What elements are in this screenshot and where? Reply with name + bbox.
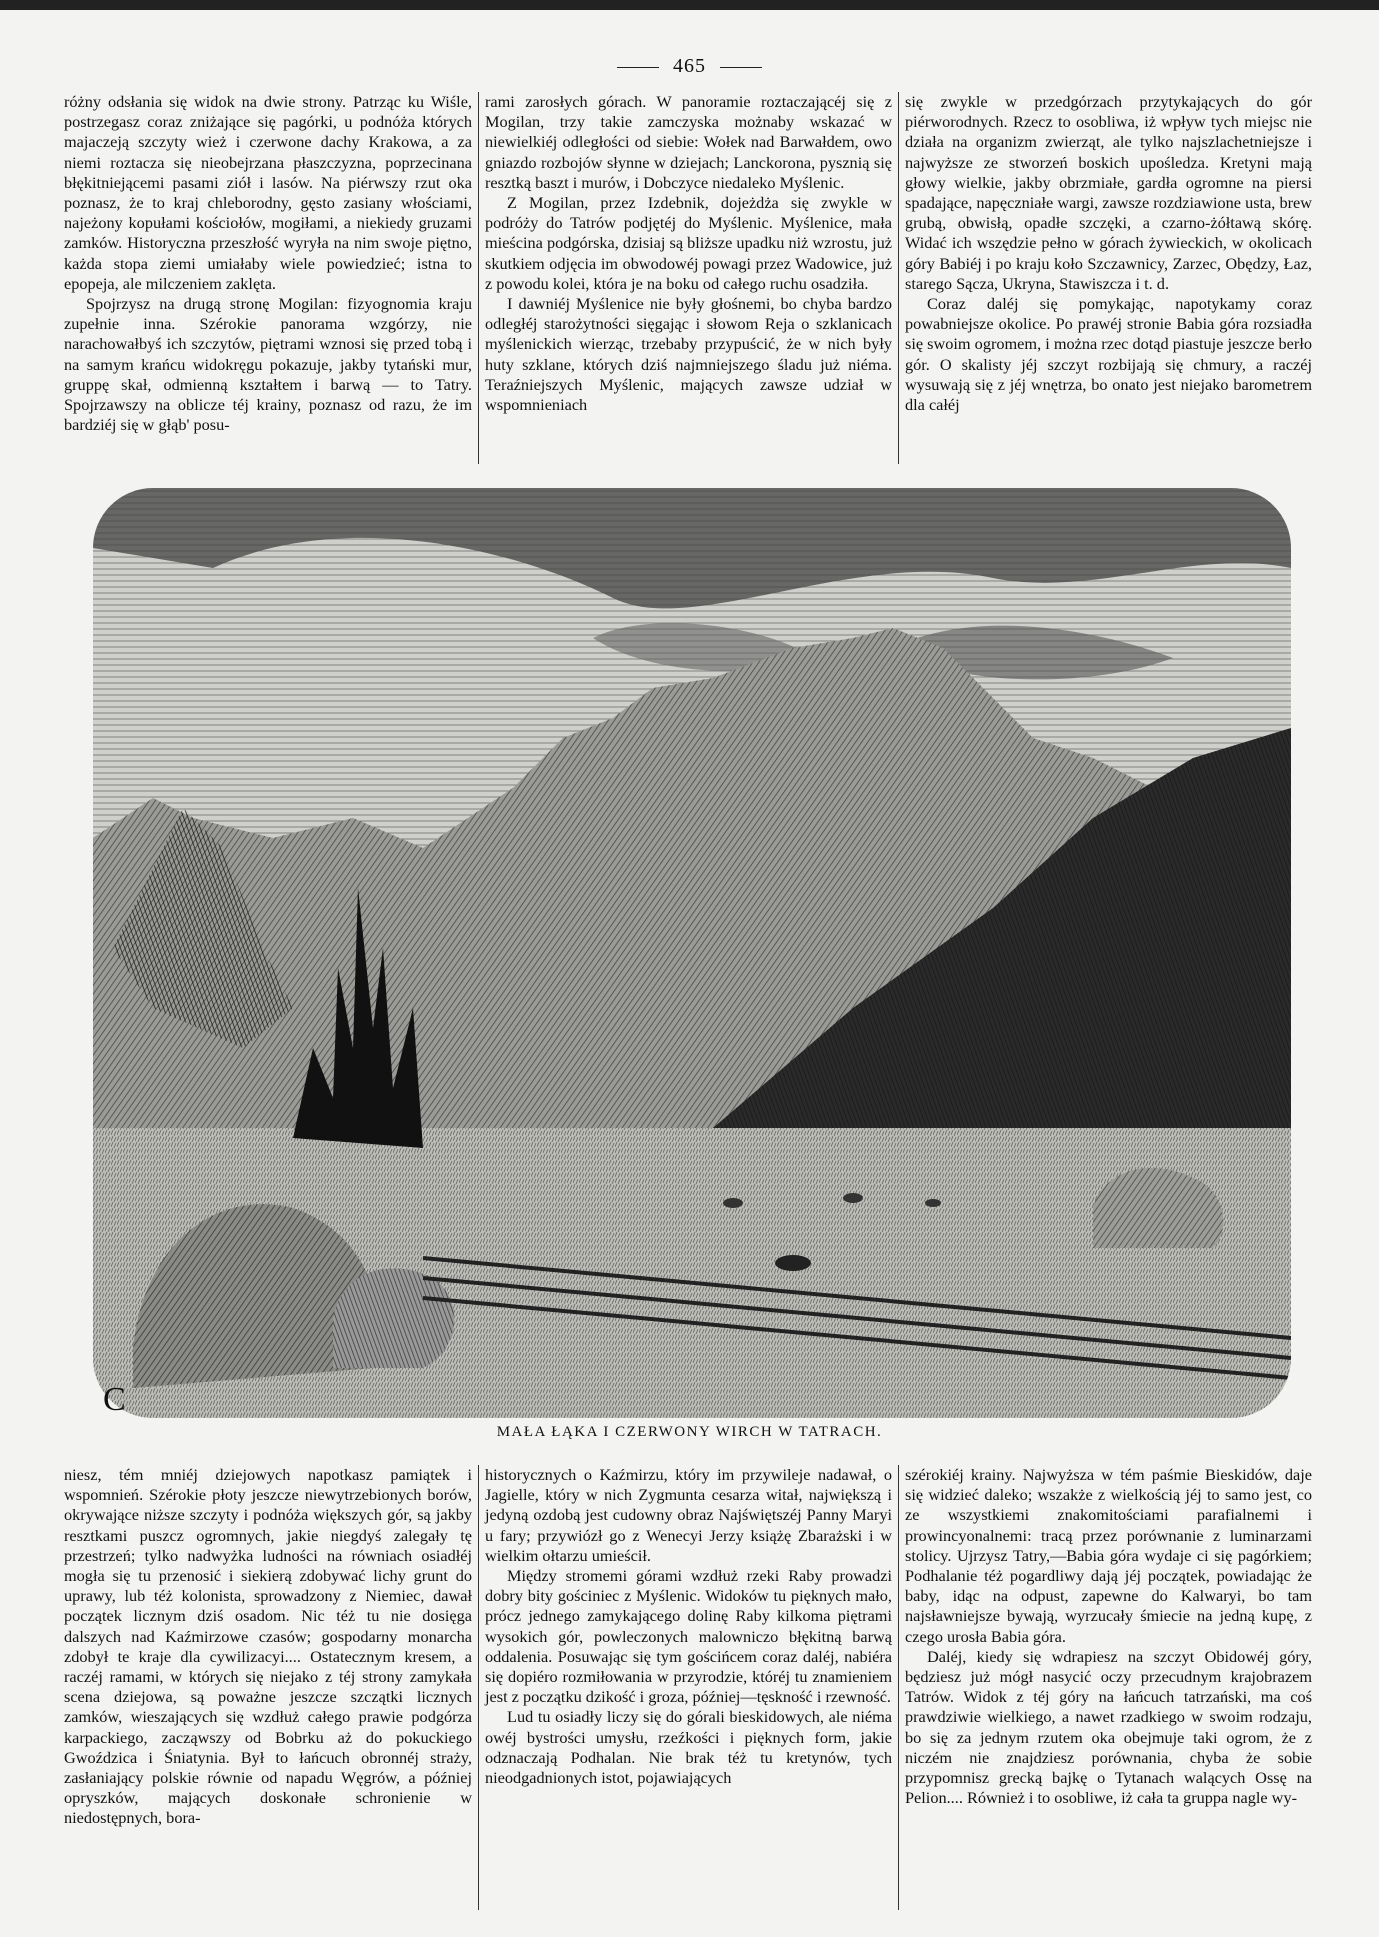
paragraph: różny odsłania się widok na dwie strony. Patrząc ku Wiśle, postrzegasz coraz zniżające się pagórki, u podnóża których majaczeją szczyty wież i czerwone dachy Krakowa, a za niemi roztacza się nieobejrzana płaszczyzna, poprzecinana błękitniejącemi pasami ziół i lasów. Na piérwszy rzut oka poznasz, że to kraj chleborodny, gęsto zasiany włościami, najeżony kopułami kościołów, mogiłami, a niekiedy gruzami zamków. Historyczna przeszłość wyryła na nim swoje piętno, każda stopa ziemi umiałaby wiele powiedzieć; istna to epopeja, ale milczeniem zaklęta. [64,92,472,293]
top-column-2 [478,92,898,464]
page-number: 465 [0,55,1379,78]
paragraph: Spojrzysz na drugą stronę Mogilan: fizyognomia kraju zupełnie inna. Szérokie panorama wzgórzy, nie narachowałbyś ich szczytów, piętrami wznosi się przed tobą i na samym krańcu widokręgu pokazuje, jakby tytański mur, gruppę skał, odmienną kształtem i barwą — to Tatry. Spojrzawszy na oblicze téj krainy, poznasz od razu, że im bardziéj się w głąb' posu- [64,294,472,435]
paragraph: historycznych o Kaźmirzu, który im przywileje nadawał, o Jagielle, który w nich Zygmunta cesarza witał, największą i jedyną ozdobą jest cudowny obraz Najświętszéj Panny Maryi u fary; przywiózł go z Wenecyi Jerzy książę Zbarażski i w wielkim ołtarzu umieścił. [485,1465,892,1565]
paragraph: I dawniéj Myślenice nie były głośnemi, bo chyba bardzo odległéj starożytności sięgając i słowom Reja o szklanicach myślenickich wierząc, trzebaby przypuścić, że w nich były huty szklane, których dziś najmniejszego śladu już niéma. Teraźniejszych Myślenic, mających zawsze udział w wspomnieniach [485,294,892,415]
paragraph: Coraz daléj się pomykając, napotykamy coraz powabniejsze okolice. Po prawéj stronie Babia góra rozsiadła się swoim ogromem, i można rzec dotąd piastuje jeszcze berło gór. O skalisty jéj szczyt rozbijają się chmury, a raczéj wysuwają się z jéj wnętrza, bo onato jest niejako barometrem dla całéj [905,294,1312,415]
bottom-text-columns [58,1465,1330,1910]
page-top-edge [0,0,1379,10]
paragraph: Z Mogilan, przez Izdebnik, dojeżdża się zwykle w podróży do Tatrów podjętéj do Myślenic. Myślenice, mała mieścina podgórska, dzisiaj są bliższe upadku niż wzrostu, już skutkiem odjęcia im obwodowéj powagi przez Wadowice, już z powodu kolei, która je na boku od całego ruchu osadziła. [485,193,892,293]
bottom-column-1 [58,1465,478,1910]
paragraph: Między stromemi górami wzdłuż rzeki Raby prowadzi dobry bity gościniec z Myślenic. Widoków tu pięknych mało, prócz jednego zamykającego dolinę Raby kilkoma piętrami wysokich gór, powleczonych malowniczo błękitną barwą oddalenia. Posuwając się tym gościńcem coraz daléj, nabiéra się dopiéro rozmiłowania w przyrodzie, któréj tu znamieniem jest z początku dzikość i groza, później—tęskność i rzewność. [485,1566,892,1707]
paragraph: szérokiéj krainy. Najwyższa w tém paśmie Bieskidów, daje się widzieć daleko; wszakże z wielkością jéj to samo jest, co ze wszystkiemi znakomitościami parafialnemi i prowincyonalnemi: tracą przez porównanie z luminarzami stolicy. Ujrzysz Tatry,—Babia góra wydaje ci się pagórkiem; Podhalanie téż pogardliwy dają jéj początek, powiadając że baby, idąc na odpust, zapewne do Kalwaryi, bo tam najsławniejsze bywają, wyrzucały śmiecie na jedną kupę, z czego urosła Babia góra. [905,1465,1312,1646]
paragraph: Lud tu osiadły liczy się do górali bieskidowych, ale niéma owéj bystrości umysłu, rzeźkości i pięknych form, jakie odznaczają Podhalan. Nie brak téż tu kretynów, tych nieodgadnionych istot, pojawiających [485,1707,892,1788]
mountain-engraving-illustration [93,488,1291,1418]
paragraph: niesz, tém mniéj dziejowych napotkasz pamiątek i wspomnień. Szérokie płoty jeszcze niewytrzebionych borów, okrywające niższe szczyty i podnóża większych gór, są jakby resztkami puszcz ogromnych, jakie niegdyś zalegały tę przestrzeń; tylko nadwyżka ludności na równiach osiadłéj mogła się tu przenosić i siekierą zdobywać lichy grunt do uprawy, lub téż kolonista, sprowadzony z Niemiec, dawał początek licznym dziś osadom. Nic téż tu nie dosięga dalszych nad Kaźmirzowe czasów; gospodarny monarcha zdobył te kraje dla cywilizacyi.... Ostatecznym kresem, a raczéj ramami, w których się niejako z téj strony zamykała scena dziejowa, są poważne jeszcze szczątki licznych zamków, wieszających się wzdłuż całego prawie podgórza karpackiego, zacząwszy od Bobrku aż do pokuckiego Gwoździca i Śniatynia. Był to łańcuch obronnéj straży, zasłaniający polskie równie od napadu Węgrów, a później opryszków, mających doskonałe schronienie w niedostępnych, bora- [64,1465,472,1828]
top-column-3 [898,92,1318,464]
top-text-columns [58,92,1330,464]
paragraph: Daléj, kiedy się wdrapiesz na szczyt Obidowéj góry, będziesz już mógł nasycić oczy przecudnym krajobrazem Tatrów. Widok z téj góry na łańcuch tatrzański, ma coś prawdziwie wielkiego, a nawet rzadkiego w swoim rodzaju, bo się za jednym rzutem oka obejmuje taki ogrom, że z niczém nie znajdziesz porównania, chyba że sobie przypomnisz grecką bajkę o Tytanach walących Ossę na Pelion.... Również i to osobliwe, iż cała ta gruppa nagle wy- [905,1646,1312,1808]
bottom-column-2 [478,1465,898,1910]
top-column-1 [58,92,478,464]
paragraph: rami zarosłych górach. W panoramie roztaczającéj się z Mogilan, trzy takie zamczyska możnaby wskazać w niewielkiéj odległości od siebie: Wołek nad Barwałdem, owo gniazdo rozbojów słynne w dziejach; Lanckorona, pysznią się resztką baszt i murów, i Dobczyce niedaleko Myślenic. [485,92,892,192]
bottom-column-3 [898,1465,1318,1910]
engraver-signature: C [103,1381,126,1418]
paragraph: się zwykle w przedgórzach przytykających do gór piérworodnych. Rzecz to osobliwa, iż wpływ tych miejsc nie działa na organizm zwierząt, ale tylko najszlachetniejsze i najwyższe ze stworzeń boskich upośledza. Kretyni mają głowy wielkie, jakby obrzmiałe, gardła ogromne na piersi spadające, napęczniałe wargi, zawsze rozdziawione usta, brew grubą, obwisłą, opadłe szczęki, a czarno-żółtawą skórę. Widać ich wszędzie pełno w górach żywieckich, w okolicach góry Babiéj i po kraju koło Szczawnicy, Zarzec, Obędzy, Łaz, starego Sącza, Ukryna, Stawiszcza i t. d. [905,92,1312,293]
illustration-caption: MAŁA ŁĄKA I CZERWONY WIRCH W TATRACH. [496,1424,883,1440]
